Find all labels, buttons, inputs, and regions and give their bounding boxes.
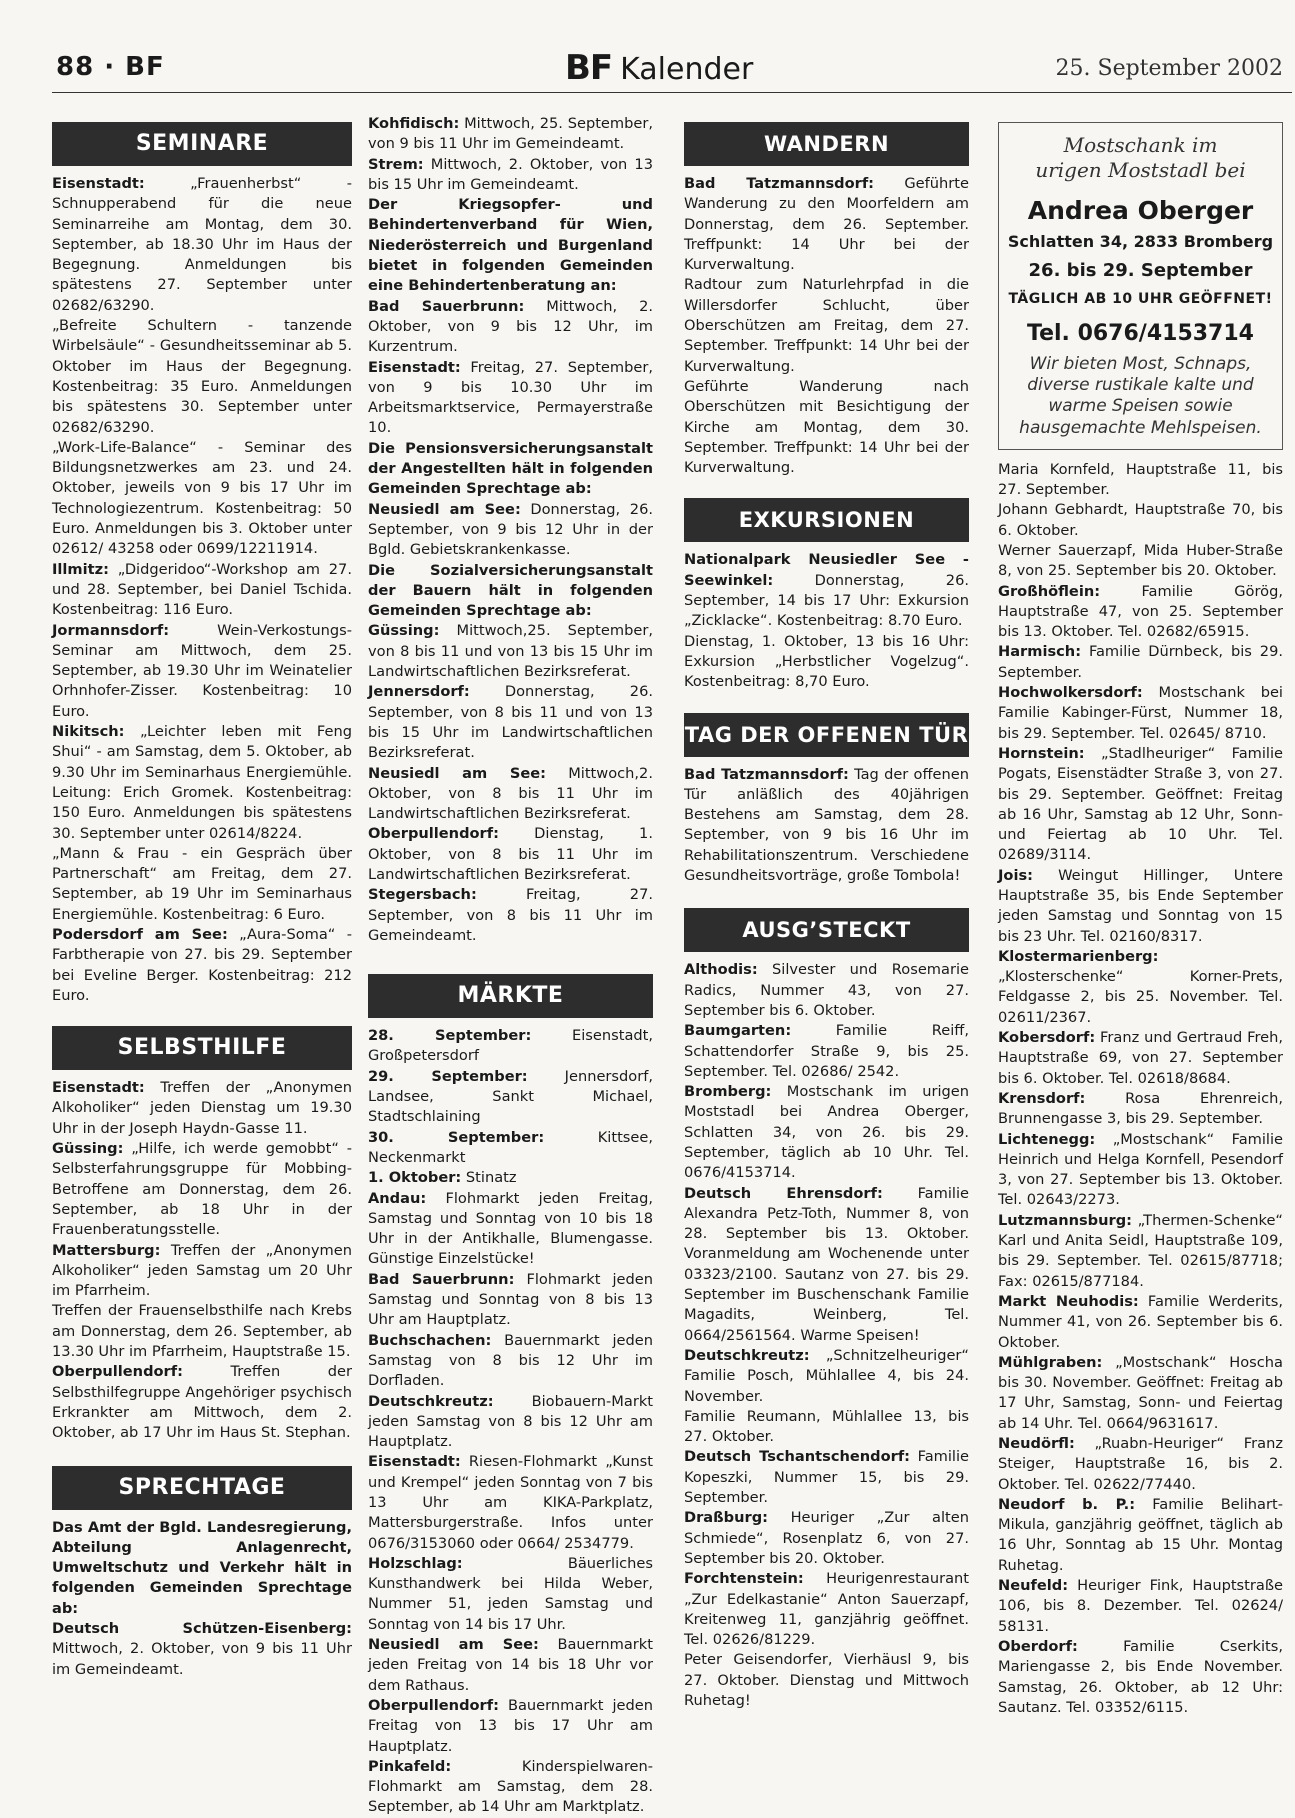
column-4 <box>998 110 1283 1718</box>
entry-place: Deutschkreutz: <box>684 1346 810 1364</box>
entry-text: Donnerstag, 26. September, von 9 bis 12 Uhr in der Bgld. Gebietskrankenkasse. <box>368 500 653 559</box>
ad-line-2: urigen Moststadl bei <box>1035 158 1246 182</box>
entry-text: Johann Gebhardt, Hauptstraße 70, bis 6. Oktober. <box>998 501 1283 539</box>
entry-place: Deutschkreutz: <box>368 1392 494 1410</box>
entry-text: Radtour zum Naturlehrpfad in die Willersdorfer Schlucht, über Oberschützen am Freitag, dem 27. September. Treffpunkt: 14 Uhr bei der Kurverwaltung. <box>684 276 969 375</box>
entry-place: Illmitz: <box>52 560 109 578</box>
list-item <box>368 297 653 358</box>
list-item <box>998 1292 1283 1353</box>
section-heading-offene-tuer: TAG DER OFFENEN TÜR <box>684 713 969 757</box>
list-item <box>684 377 969 478</box>
list-item <box>368 358 653 439</box>
list-item <box>368 885 653 946</box>
list-item <box>368 114 653 155</box>
entry-place: Jennersdorf: <box>368 683 470 701</box>
ad-offer-2: diverse rustikale kalte und <box>1027 375 1254 395</box>
entry-place: Güssing: <box>52 1140 124 1158</box>
entry-text: Kittsee, Neckenmarkt <box>368 1128 653 1166</box>
list-item <box>998 642 1283 683</box>
ad-phone: Tel. 0676/4153714 <box>1027 321 1254 347</box>
offene-tuer-list <box>684 765 969 887</box>
entry-place: Mühlgraben: <box>998 1353 1103 1371</box>
entry-place: Nikitsch: <box>52 723 125 741</box>
entry-text: „Mostschank“ Familie Heinrich und Helga Kornfell, Pesendorf 3, von 27. September bis 13. Oktober. Tel. 02643/2273. <box>998 1130 1283 1209</box>
list-item <box>998 500 1283 541</box>
list-item <box>998 744 1283 866</box>
list-item <box>368 1026 653 1067</box>
list-item <box>368 1554 653 1635</box>
list-item <box>684 1346 969 1407</box>
entry-text: Dienstag, 1. Oktober, von 8 bis 11 Uhr im Landwirtschaftlichen Bezirksreferat. <box>368 825 653 883</box>
entry-text: Jennersdorf, Landsee, Sankt Michael, Stadtschlaining <box>368 1067 653 1126</box>
entry-place: Neusiedl am See: <box>368 500 521 518</box>
entry-place: Holzschlag: <box>368 1554 463 1572</box>
entry-place: Bromberg: <box>684 1083 772 1101</box>
list-item <box>52 174 352 316</box>
entry-text: Geführte Wanderung zu den Moorfeldern am Donnerstag, dem 26. September. Treffpunkt: 14 Uhr bei der Kurverwaltung. <box>684 175 969 274</box>
entry-text: Mostschank bei Familie Kabinger-Fürst, Nummer 18, bis 29. September. Tel. 02645/ 8710. <box>998 684 1283 742</box>
list-item <box>998 866 1283 947</box>
entry-text: Donnerstag, 26. September, 14 bis 17 Uhr: Exkursion „Zicklacke“. Kostenbeitrag: 8.70 Euro. <box>684 571 969 630</box>
list-item <box>52 925 352 1006</box>
entry-text: Mittwoch, 2. Oktober, von 13 bis 15 Uhr im Gemeindeamt. <box>368 155 653 193</box>
advertisement-box <box>998 122 1283 450</box>
entry-place: Neufeld: <box>998 1577 1069 1595</box>
list-item <box>684 1021 969 1082</box>
entry-text: Mittwoch, 2. Oktober, von 9 bis 12 Uhr, im Kurzentrum. <box>368 297 653 356</box>
entry-place: Eisenstadt: <box>52 175 145 192</box>
entry-place: Nationalpark Neusiedler See - Seewinkel: <box>684 551 969 589</box>
entry-text: Wein-Verkostungs-Seminar am Mittwoch, dem 25. September, ab 19.30 Uhr im Weinatelier Orhnhofer-Zisser. Kostenbeitrag: 10 Euro. <box>52 621 352 720</box>
list-item <box>368 1189 653 1270</box>
entry-text: Heurigenrestaurant „Zur Edelkastanie“ Anton Sauerzapf, Kreitenweg 11, ganzjährig geöffnet. Tel. 02626/81229. <box>684 1570 969 1649</box>
list-item <box>998 947 1283 1028</box>
list-item <box>684 174 969 275</box>
list-item <box>52 438 352 560</box>
entry-text: „Mann & Frau - ein Gespräch über Partnerschaft“ am Freitag, dem 27. September, ab 19 Uhr im Seminarhaus Energiemühle. Kostenbeitrag: 6 Euro. <box>52 844 352 923</box>
list-item <box>998 1211 1283 1292</box>
entry-text: Franz und Gertraud Freh, Hauptstraße 69, von 27. September bis 6. Oktober. Tel. 02618/8684. <box>998 1029 1283 1087</box>
list-item <box>684 1082 969 1183</box>
entry-text: Donnerstag, 26. September, von 8 bis 11 und von 13 bis 15 Uhr im Landwirtschaftlichen Bezirksreferat. <box>368 683 653 762</box>
selbsthilfe-list <box>52 1078 352 1443</box>
maerkte-list <box>368 1026 653 1818</box>
list-item <box>684 1184 969 1346</box>
entry-place: Draßburg: <box>684 1509 768 1527</box>
exkursionen-list <box>684 550 969 692</box>
list-item <box>52 560 352 621</box>
ad-offer-4: hausgemachte Mehlspeisen. <box>1019 417 1262 438</box>
list-item <box>52 621 352 722</box>
entry-text: Treffen der „Anonymen Alkoholiker“ jeden Samstag um 20 Uhr im Pfarrheim. <box>52 1241 352 1300</box>
sprechtage-intro: Das Amt der Bgld. Landesregierung, Abteilung Anlagenrecht, Umweltschutz und Verkehr hält in folgenden Gemeinden Sprechtage ab: <box>52 1518 352 1617</box>
list-item <box>368 500 653 561</box>
entry-place: Pinkafeld: <box>368 1757 452 1775</box>
entry-text: „Didgeridoo“-Workshop am 27. und 28. September, bei Daniel Tschida. Kostenbeitrag: 116 Euro. <box>52 560 352 619</box>
list-item <box>368 824 653 885</box>
list-item <box>368 1067 653 1128</box>
entry-place: Neusiedl am See: <box>368 764 546 782</box>
entry-place: Andau: <box>368 1189 427 1207</box>
section-heading-selbsthilfe: SELBSTHILFE <box>52 1026 352 1070</box>
ad-line-1: Mostschank im <box>1063 133 1218 157</box>
list-item <box>998 1089 1283 1130</box>
entry-text: „Hilfe, ich werde gemobbt“ - Selbsterfahrungsgruppe für Mobbing-Betroffene am Donnerstag, dem 26. September, ab 18 Uhr in der Frauenberatungsstelle. <box>52 1140 352 1239</box>
entry-text: „Schnitzelheuriger“ Familie Posch, Mühlallee 4, bis 24. November. <box>684 1346 969 1405</box>
list-item <box>998 582 1283 643</box>
wandern-list <box>684 174 969 478</box>
list-item <box>998 1353 1283 1434</box>
list-item <box>998 1028 1283 1089</box>
seminare-list <box>52 174 352 1006</box>
list-item <box>368 155 653 196</box>
entry-place: Kobersdorf: <box>998 1029 1096 1047</box>
entry-text: Eisenstadt, Großpetersdorf <box>368 1027 654 1065</box>
entry-place: Eisenstadt: <box>368 1453 461 1471</box>
entry-place: Hornstein: <box>998 744 1085 762</box>
section-title: Kalender <box>620 52 754 87</box>
list-item <box>998 1130 1283 1211</box>
entry-text: Weingut Hillinger, Untere Hauptstraße 35, bis Ende September jeden Samstag und Sonntag von 15 bis 23 Uhr. Tel. 02160/8317. <box>998 866 1283 945</box>
entry-text: Geführte Wanderung nach Oberschützen mit Besichtigung der Kirche am Montag, dem 30. September. Treffpunkt: 14 Uhr bei der Kurverwaltung. <box>684 377 969 477</box>
ad-dates: 26. bis 29. September <box>1028 260 1253 282</box>
entry-place: Großhöflein: <box>998 582 1101 600</box>
section-heading-wandern: WANDERN <box>684 122 969 166</box>
list-item <box>998 1434 1283 1495</box>
entry-text: „Leichter leben mit Feng Shui“ - am Samstag, dem 5. Oktober, ab 9.30 Uhr im Seminarhaus Energiemühle. Leitung: Erich Gromek. Kostenbeitrag: 150 Euro. Anmeldungen bis spätestens 30. September unter 02614/8224. <box>52 723 352 842</box>
entry-text: Dienstag, 1. Oktober, 13 bis 16 Uhr: Exkursion „Herbstlicher Vogelzug“. Kostenbeitrag: 8,70 Euro. <box>684 632 969 691</box>
entry-text: Freitag, 27. September, von 9 bis 10.30 Uhr im Arbeitsmarktservice, Permayerstraße 10. <box>368 358 653 437</box>
entry-text: Werner Sauerzapf, Mida Huber-Straße 8, von 25. September bis 20. Oktober. <box>998 541 1283 580</box>
list-intro: Die Sozialversicherungsanstalt der Bauern hält in folgenden Gemeinden Sprechtage ab: <box>368 561 653 620</box>
entry-text: Kinderspielwaren-Flohmarkt am Samstag, dem 28. September, ab 14 Uhr am Marktplatz. <box>368 1757 653 1816</box>
column-2 <box>368 114 653 1818</box>
entry-text: Bäuerliches Kunsthandwerk bei Hilda Weber, Nummer 51, jeden Samstag und Sonntag von 14 bis 17 Uhr. <box>368 1554 653 1633</box>
list-item <box>684 1407 969 1448</box>
entry-place: Oberpullendorf: <box>52 1363 183 1381</box>
entry-text: „Stadlheuriger“ Familie Pogats, Eisenstädter Straße 3, von 27. bis 29. September. Geöffnet: Freitag ab 16 Uhr, Samstag ab 12 Uhr, Sonn- und Feiertag ab 10 Uhr. Tel. 02689/3114. <box>998 744 1283 864</box>
entry-text: „Work-Life-Balance“ - Seminar des Bildungsnetzwerkes am 23. und 24. Oktober, jeweils von 9 bis 17 Uhr im Technologiezentrum. Kostenbeitrag: 50 Euro. Anmeldungen bis 3. Oktober unter 02612/ 43258 oder 0699/12211914. <box>52 438 352 558</box>
list-item <box>368 1128 653 1169</box>
list-intro: Der Kriegsopfer- und Behindertenverband für Wien, Niederösterreich und Burgenland bietet in folgenden Gemeinden eine Behindertenberatung an: <box>368 196 653 295</box>
entry-text: „Mostschank“ Hoscha bis 30. November. Geöffnet: Freitag ab 17 Uhr, Samstag, Sonn- und Feiertag ab 14 Uhr. Tel. 0664/9631617. <box>998 1353 1283 1432</box>
entry-text: Peter Geisendorfer, Vierhäusl 9, bis 27. Oktober. Dienstag und Mittwoch Ruhetag! <box>684 1651 969 1709</box>
sprechtage-list <box>52 1619 352 1680</box>
issue-date: 25. September 2002 <box>1055 56 1283 81</box>
entry-place: Jois: <box>998 866 1033 884</box>
list-item <box>684 1508 969 1569</box>
entry-place: Bad Sauerbrunn: <box>368 297 525 315</box>
entry-place: Deutsch Ehrensdorf: <box>684 1184 883 1202</box>
entry-text: Riesen-Flohmarkt „Kunst und Krempel“ jeden Sonntag von 7 bis 13 Uhr am KIKA-Parkplatz, Mattersburgerstraße. Infos unter 0676/3153060 oder 0664/ 2534779. <box>368 1453 653 1552</box>
entry-place: Oberdorf: <box>998 1637 1078 1655</box>
entry-text: Bauernmarkt jeden Freitag von 13 bis 17 Uhr am Hauptplatz. <box>368 1696 653 1755</box>
section-heading-ausgsteckt: AUSG’STECKT <box>684 908 969 952</box>
entry-text: Biobauern-Markt jeden Samstag von 8 bis 12 Uhr am Hauptplatz. <box>368 1392 653 1451</box>
ad-name: Andrea Oberger <box>1027 196 1254 225</box>
list-item <box>368 1270 653 1331</box>
entry-text: Familie Cserkits, Mariengasse 2, bis Ende November. Samstag, 26. Oktober, ab 12 Uhr: Sautanz. Tel. 03352/6115. <box>998 1637 1283 1716</box>
entry-text: Stinatz <box>461 1169 517 1187</box>
entry-place: 29. September: <box>368 1067 528 1085</box>
list-item <box>52 1619 352 1680</box>
ad-opening: TÄGLICH AB 10 UHR GEÖFFNET! <box>1008 290 1273 307</box>
section-heading-exkursionen: EXKURSIONEN <box>684 498 969 542</box>
entry-text: „Befreite Schultern - tanzende Wirbelsäule“ - Gesundheitsseminar ab 5. Oktober im Haus der Begegnung. Kostenbeitrag: 35 Euro. Anmeldungen bis spätestens 30. September unter 02682/63290. <box>52 317 352 436</box>
list-item <box>684 1650 969 1711</box>
brand-logo: BF <box>565 48 613 88</box>
entry-place: Althodis: <box>684 961 758 979</box>
entry-text: Mittwoch,2. Oktober, von 8 bis 11 Uhr im Landwirtschaftlichen Bezirksreferat. <box>368 764 653 823</box>
entry-text: „Aura-Soma“ - Farbtherapie von 27. bis 29. September bei Eveline Berger. Kostenbeitrag: 212 Euro. <box>52 925 352 1004</box>
list-item <box>368 1168 653 1188</box>
entry-place: Hochwolkersdorf: <box>998 684 1143 702</box>
column-3 <box>684 110 969 1711</box>
page-header <box>0 0 1295 100</box>
list-item <box>52 1078 352 1139</box>
entry-place: Lutzmannsburg: <box>998 1211 1132 1229</box>
section-heading-seminare: SEMINARE <box>52 122 352 166</box>
column-1 <box>52 110 352 1680</box>
list-item <box>52 844 352 925</box>
entry-place: Podersdorf am See: <box>52 925 228 943</box>
list-item <box>998 460 1283 501</box>
list-item <box>368 1331 653 1392</box>
section-heading-sprechtage: SPRECHTAGE <box>52 1466 352 1510</box>
entry-place: Eisenstadt: <box>368 358 461 376</box>
list-item <box>998 1637 1283 1718</box>
entry-place: Mattersburg: <box>52 1241 161 1259</box>
entry-place: 30. September: <box>368 1128 545 1146</box>
page-title <box>565 48 753 88</box>
entry-place: Deutsch Tschantschendorf: <box>684 1448 911 1466</box>
entry-place: Neudörfl: <box>998 1435 1075 1452</box>
list-item <box>684 550 969 631</box>
entry-place: Stegersbach: <box>368 886 477 904</box>
list-item <box>368 764 653 825</box>
entry-text: Maria Kornfeld, Hauptstraße 11, bis 27. September. <box>998 460 1283 499</box>
entry-place: Neudorf b. P.: <box>998 1495 1136 1513</box>
list-item <box>52 1362 352 1443</box>
entry-place: Deutsch Schützen-Eisenberg: <box>52 1620 352 1637</box>
entry-place: Bad Sauerbrunn: <box>368 1270 515 1288</box>
entry-text: Mostschank im urigen Moststadl bei Andrea Oberger, Schlatten 34, von 26. bis 29. September, täglich ab 10 Uhr. Tel. 0676/4153714. <box>684 1083 969 1182</box>
list-item <box>998 541 1283 582</box>
list-item <box>52 722 352 844</box>
entry-text: Familie Werderits, Nummer 41, von 26. September bis 6. Oktober. <box>998 1292 1283 1351</box>
entry-text: Silvester und Rosemarie Radics, Nummer 43, von 27. September bis 6. Oktober. <box>684 961 969 1019</box>
ad-offer-1: Wir bieten Most, Schnaps, <box>1029 353 1252 374</box>
entry-place: Lichtenegg: <box>998 1130 1096 1148</box>
entry-place: Oberpullendorf: <box>368 1696 499 1714</box>
entry-place: Kohfidisch: <box>368 115 460 132</box>
entry-place: Bad Tatzmannsdorf: <box>684 765 849 783</box>
entry-place: Oberpullendorf: <box>368 825 499 843</box>
entry-place: 1. Oktober: <box>368 1169 462 1187</box>
list-item <box>52 1301 352 1362</box>
list-intro: Die Pensionsversicherungsanstalt der Angestellten hält in folgenden Gemeinden Sprechtage ab: <box>368 439 653 498</box>
entry-text: Heuriger Fink, Hauptstraße 106, bis 8. Dezember. Tel. 02624/ 58131. <box>998 1577 1283 1635</box>
entry-place: Buchschachen: <box>368 1331 492 1349</box>
header-divider <box>52 92 1292 93</box>
list-item <box>998 1576 1283 1637</box>
entry-text: Familie Dürnbeck, bis 29. September. <box>998 643 1283 681</box>
list-item <box>368 1392 653 1453</box>
list-item <box>368 682 653 763</box>
entry-text: Tag der offenen Tür anläßlich des 40jährigen Bestehens am Samstag, dem 28. September, von 9 bis 16 Uhr im Rehabilitationszentrum. Verschiedene Gesundheitsvorträge, große Tombola! <box>684 765 969 885</box>
entry-text: Freitag, 27. September, von 8 bis 11 Uhr im Gemeindeamt. <box>368 886 653 944</box>
list-item <box>684 1447 969 1508</box>
ausgsteckt-list <box>684 960 969 1711</box>
list-item <box>684 1569 969 1650</box>
entry-text: „Klosterschenke“ Korner-Prets, Feldgasse 2, bis 25. November. Tel. 02611/2367. <box>998 968 1283 1026</box>
entry-text: „Ruabn-Heuriger“ Franz Steiger, Hauptstraße 16, bis 2. Oktober. Tel. 02622/77440. <box>998 1435 1283 1493</box>
list-item <box>684 765 969 887</box>
list-item <box>52 316 352 438</box>
page-number: 88 · BF <box>56 52 165 82</box>
entry-text: Familie Belihart-Mikula, ganzjährig geöffnet, täglich ab 16 Uhr, Sonntag ab 15 Uhr. Montag Ruhetag. <box>998 1495 1283 1574</box>
entry-place: Krensdorf: <box>998 1089 1086 1107</box>
ausgsteckt-continued-list <box>998 460 1283 1718</box>
entry-text: Familie Reumann, Mühlallee 13, bis 27. Oktober. <box>684 1407 969 1446</box>
entry-text: Rosa Ehrenreich, Brunnengasse 3, bis 29. September. <box>998 1089 1283 1128</box>
list-item <box>684 632 969 693</box>
entry-text: Treffen der „Anonymen Alkoholiker“ jeden Dienstag um 19.30 Uhr in der Joseph Haydn-Gasse 11. <box>52 1079 352 1137</box>
entry-place: Baumgarten: <box>684 1022 792 1040</box>
section-heading-maerkte: MÄRKTE <box>368 974 653 1018</box>
entry-text: Flohmarkt jeden Samstag und Sonntag von 8 bis 13 Uhr am Hauptplatz. <box>368 1270 653 1329</box>
entry-text: Flohmarkt jeden Freitag, Samstag und Sonntag von 10 bis 18 Uhr in der Antikhalle, Blumengasse. Günstige Einzelstücke! <box>368 1189 653 1268</box>
sprechtage-continued-list <box>368 114 653 946</box>
entry-text: Bauernmarkt jeden Freitag von 14 bis 18 Uhr vor dem Rathaus. <box>368 1636 653 1694</box>
entry-text: Familie Reiff, Schattendorfer Straße 9, bis 25. September. Tel. 02686/ 2542. <box>684 1022 969 1080</box>
list-item <box>368 1452 653 1553</box>
list-item <box>52 1139 352 1240</box>
entry-text: „Frauenherbst“ - Schnupperabend für die neue Seminarreihe am Montag, dem 30. September, ab 18.30 Uhr im Haus der Begegnung. Anmeldungen bis spätestens 27. September unter 02682/63290. <box>52 175 352 314</box>
list-item <box>52 1241 352 1302</box>
entry-place: Bad Tatzmannsdorf: <box>684 175 874 192</box>
entry-text: „Thermen-Schenke“ Karl und Anita Seidl, Hauptstraße 109, bis 29. September. Tel. 02615/87718; Fax: 02615/877184. <box>998 1211 1283 1290</box>
list-item <box>684 960 969 1021</box>
entry-text: Heuriger „Zur alten Schmiede“, Rosenplatz 6, von 27. September bis 20. Oktober. <box>684 1509 969 1567</box>
entry-place: Strem: <box>368 155 424 173</box>
list-item <box>998 683 1283 744</box>
entry-place: Eisenstadt: <box>52 1079 145 1097</box>
list-item <box>998 1495 1283 1576</box>
list-item <box>368 1757 653 1818</box>
list-item <box>368 621 653 682</box>
entry-text: Familie Alexandra Petz-Toth, Nummer 8, von 28. September bis 13. Oktober. Voranmeldung am Wochenende unter 03323/2100. Sautanz von 27. bis 29. September im Buschenschank Familie Magadits, Weinberg, Tel. 0664/2561564. Warme Speisen! <box>684 1184 969 1344</box>
entry-text: Treffen der Selbsthilfegruppe Angehöriger psychisch Erkrankter am Mittwoch, dem 2. Oktober, ab 17 Uhr im Haus St. Stephan. <box>52 1363 352 1442</box>
entry-place: Markt Neuhodis: <box>998 1292 1139 1310</box>
entry-text: Familie Görög, Hauptstraße 47, von 25. September bis 13. Oktober. Tel. 02682/65915. <box>998 582 1283 641</box>
entry-place: Forchtenstein: <box>684 1570 804 1588</box>
ad-offer-3: warme Speisen sowie <box>1048 396 1233 417</box>
entry-text: Mittwoch, 2. Oktober, von 9 bis 11 Uhr im Gemeindeamt. <box>52 1640 352 1678</box>
entry-text: Familie Kopeszki, Nummer 15, bis 29. September. <box>684 1448 970 1507</box>
entry-place: Güssing: <box>368 622 440 640</box>
entry-place: Harmisch: <box>998 643 1082 661</box>
entry-text: Bauernmarkt jeden Samstag von 8 bis 12 Uhr im Dorfladen. <box>368 1331 653 1390</box>
list-item <box>368 1696 653 1757</box>
entry-place: Jormannsdorf: <box>52 621 170 639</box>
ad-address: Schlatten 34, 2833 Bromberg <box>1007 232 1274 252</box>
list-item <box>684 275 969 376</box>
entry-text: Mittwoch,25. September, von 8 bis 11 und von 13 bis 15 Uhr im Landwirtschaftlichen Bezirksreferat. <box>368 622 653 681</box>
entry-text: Treffen der Frauenselbsthilfe nach Krebs am Donnerstag, dem 26. September, ab 13.30 Uhr im Pfarrheim, Hauptstraße 15. <box>52 1302 352 1361</box>
list-item <box>368 1635 653 1696</box>
entry-text: Mittwoch, 25. September, von 9 bis 11 Uhr im Gemeindeamt. <box>368 115 653 153</box>
entry-place: Klostermarienberg: <box>998 947 1159 965</box>
entry-place: 28. September: <box>368 1027 532 1045</box>
entry-place: Neusiedl am See: <box>368 1636 539 1654</box>
